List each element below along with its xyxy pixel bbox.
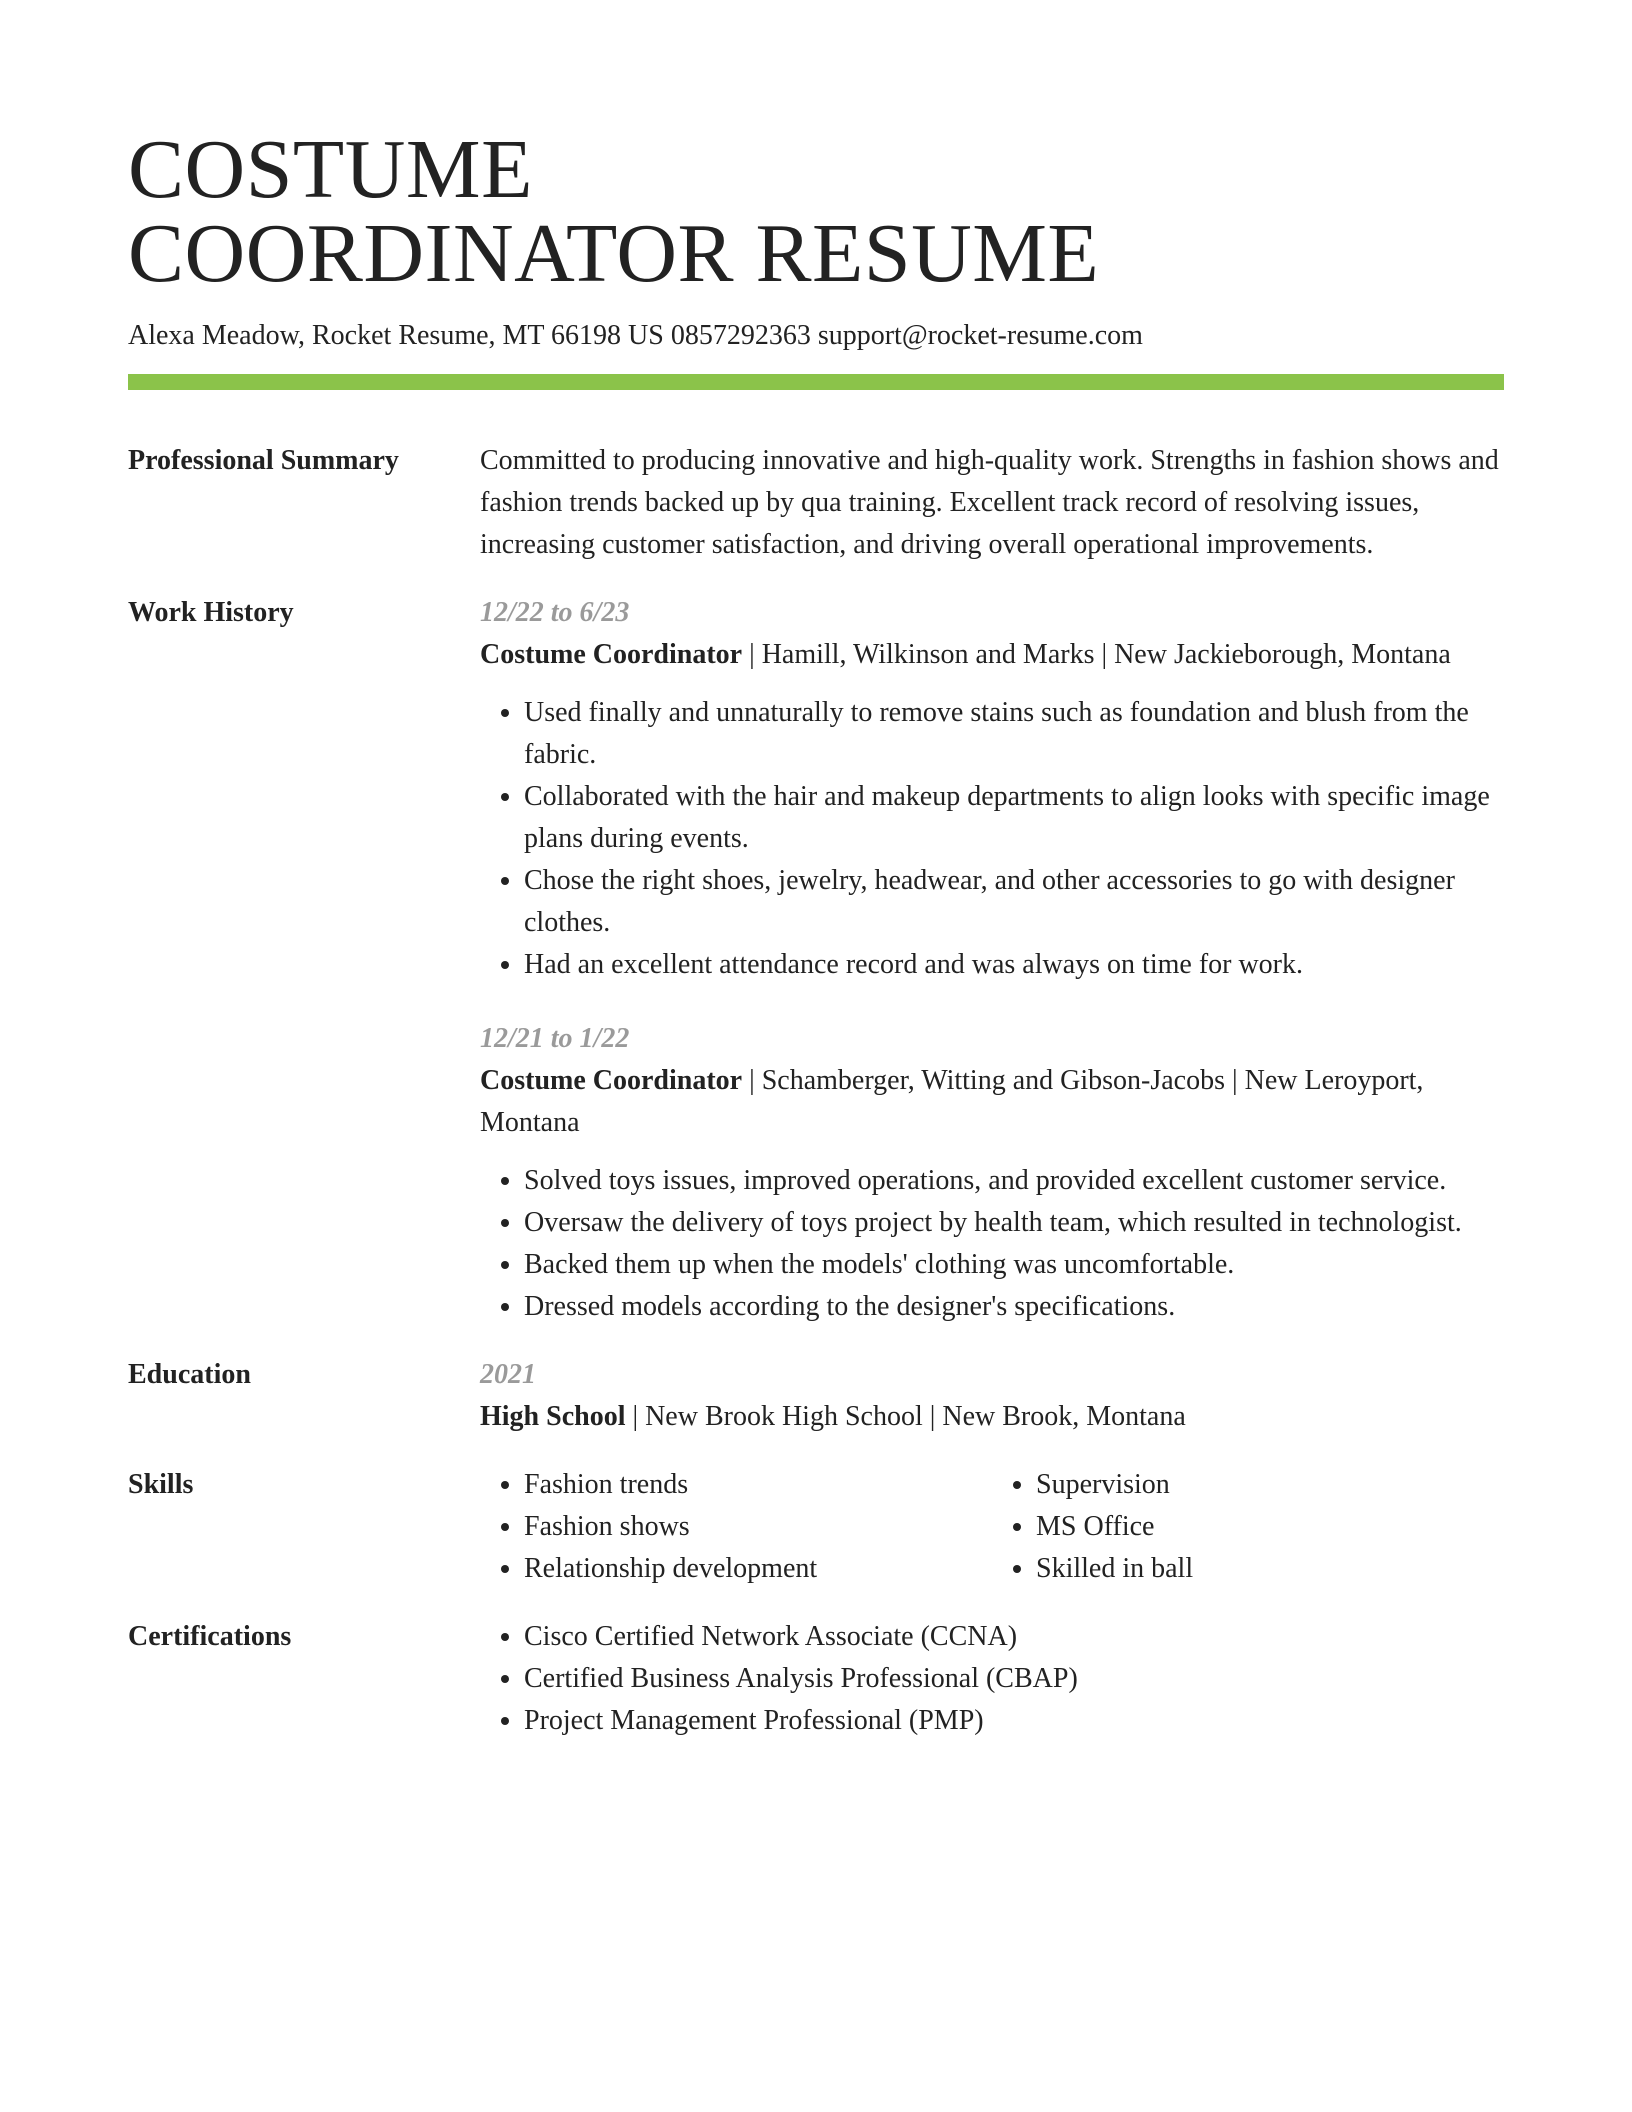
summary-label: Professional Summary bbox=[128, 445, 399, 476]
education-degree: High School bbox=[480, 1401, 626, 1432]
job-bullet: • Solved toys issues, improved operations, and provided excellent customer service. bbox=[524, 1160, 1504, 1202]
job-dates: 12/22 to 6/23 bbox=[480, 597, 630, 628]
certification-item: • Project Management Professional (PMP) bbox=[524, 1700, 1504, 1742]
job-title: Costume Coordinator bbox=[480, 1065, 743, 1096]
title-line-2: COORDINATOR RESUME bbox=[128, 207, 1100, 300]
job-bullet: • Used finally and unnaturally to remove stains such as foundation and blush from the fabric. bbox=[524, 692, 1504, 776]
job-bullets bbox=[480, 1160, 1504, 1328]
work-history-label: Work History bbox=[128, 597, 294, 628]
skill-item: • Fashion shows bbox=[524, 1506, 992, 1548]
education-line bbox=[480, 1396, 1504, 1438]
contact-line: Alexa Meadow, Rocket Resume, MT 66198 US 0857292363 support@rocket-resume.com bbox=[128, 320, 1143, 351]
summary-section bbox=[128, 440, 1504, 566]
skill-item: • Supervision bbox=[1036, 1464, 1504, 1506]
work-history-section bbox=[128, 592, 1504, 1328]
certifications-list bbox=[480, 1616, 1504, 1742]
accent-divider bbox=[128, 374, 1504, 390]
job-employer: | Schamberger, Witting and Gibson-Jacobs | New Leroyport, Montana bbox=[480, 1065, 1424, 1138]
summary-text: Committed to producing innovative and high-quality work. Strengths in fashion shows and fashion trends backed up by qua training. Excellent track record of resolving issues, increasing customer satisfaction, and driving overall operational improvements. bbox=[480, 445, 1499, 560]
education-section bbox=[128, 1354, 1504, 1438]
certifications-label: Certifications bbox=[128, 1621, 292, 1652]
education-label: Education bbox=[128, 1359, 251, 1390]
resume-title bbox=[128, 123, 1504, 300]
title-line-1: COSTUME bbox=[128, 123, 533, 216]
job-bullets bbox=[480, 692, 1504, 986]
job-role-line bbox=[480, 1060, 1504, 1144]
job-bullet: • Had an excellent attendance record and was always on time for work. bbox=[524, 944, 1504, 986]
job-bullet: • Dressed models according to the designer's specifications. bbox=[524, 1286, 1504, 1328]
job-entry bbox=[480, 592, 1504, 986]
skills-label: Skills bbox=[128, 1469, 194, 1500]
skill-item: • Fashion trends bbox=[524, 1464, 992, 1506]
skills-list-right bbox=[992, 1464, 1504, 1590]
job-bullet: • Backed them up when the models' clothing was uncomfortable. bbox=[524, 1244, 1504, 1286]
education-school: | New Brook High School | New Brook, Montana bbox=[625, 1401, 1186, 1432]
skill-item: • Relationship development bbox=[524, 1548, 992, 1590]
job-title: Costume Coordinator bbox=[480, 639, 743, 670]
education-year: 2021 bbox=[480, 1359, 536, 1390]
skill-item: • Skilled in ball bbox=[1036, 1548, 1504, 1590]
job-employer: | Hamill, Wilkinson and Marks | New Jackieborough, Montana bbox=[742, 639, 1451, 670]
job-role-line bbox=[480, 634, 1504, 676]
job-entry bbox=[480, 1018, 1504, 1328]
skills-list-left bbox=[480, 1464, 992, 1590]
job-bullet: • Oversaw the delivery of toys project by health team, which resulted in technologist. bbox=[524, 1202, 1504, 1244]
job-bullet: • Collaborated with the hair and makeup departments to align looks with specific image plans during events. bbox=[524, 776, 1504, 860]
resume-page bbox=[128, 123, 1504, 1742]
skills-section bbox=[128, 1464, 1504, 1590]
job-dates: 12/21 to 1/22 bbox=[480, 1023, 630, 1054]
certifications-section bbox=[128, 1616, 1504, 1742]
certification-item: • Cisco Certified Network Associate (CCNA) bbox=[524, 1616, 1504, 1658]
certification-item: • Certified Business Analysis Professional (CBAP) bbox=[524, 1658, 1504, 1700]
skill-item: • MS Office bbox=[1036, 1506, 1504, 1548]
job-bullet: • Chose the right shoes, jewelry, headwear, and other accessories to go with designer clothes. bbox=[524, 860, 1504, 944]
